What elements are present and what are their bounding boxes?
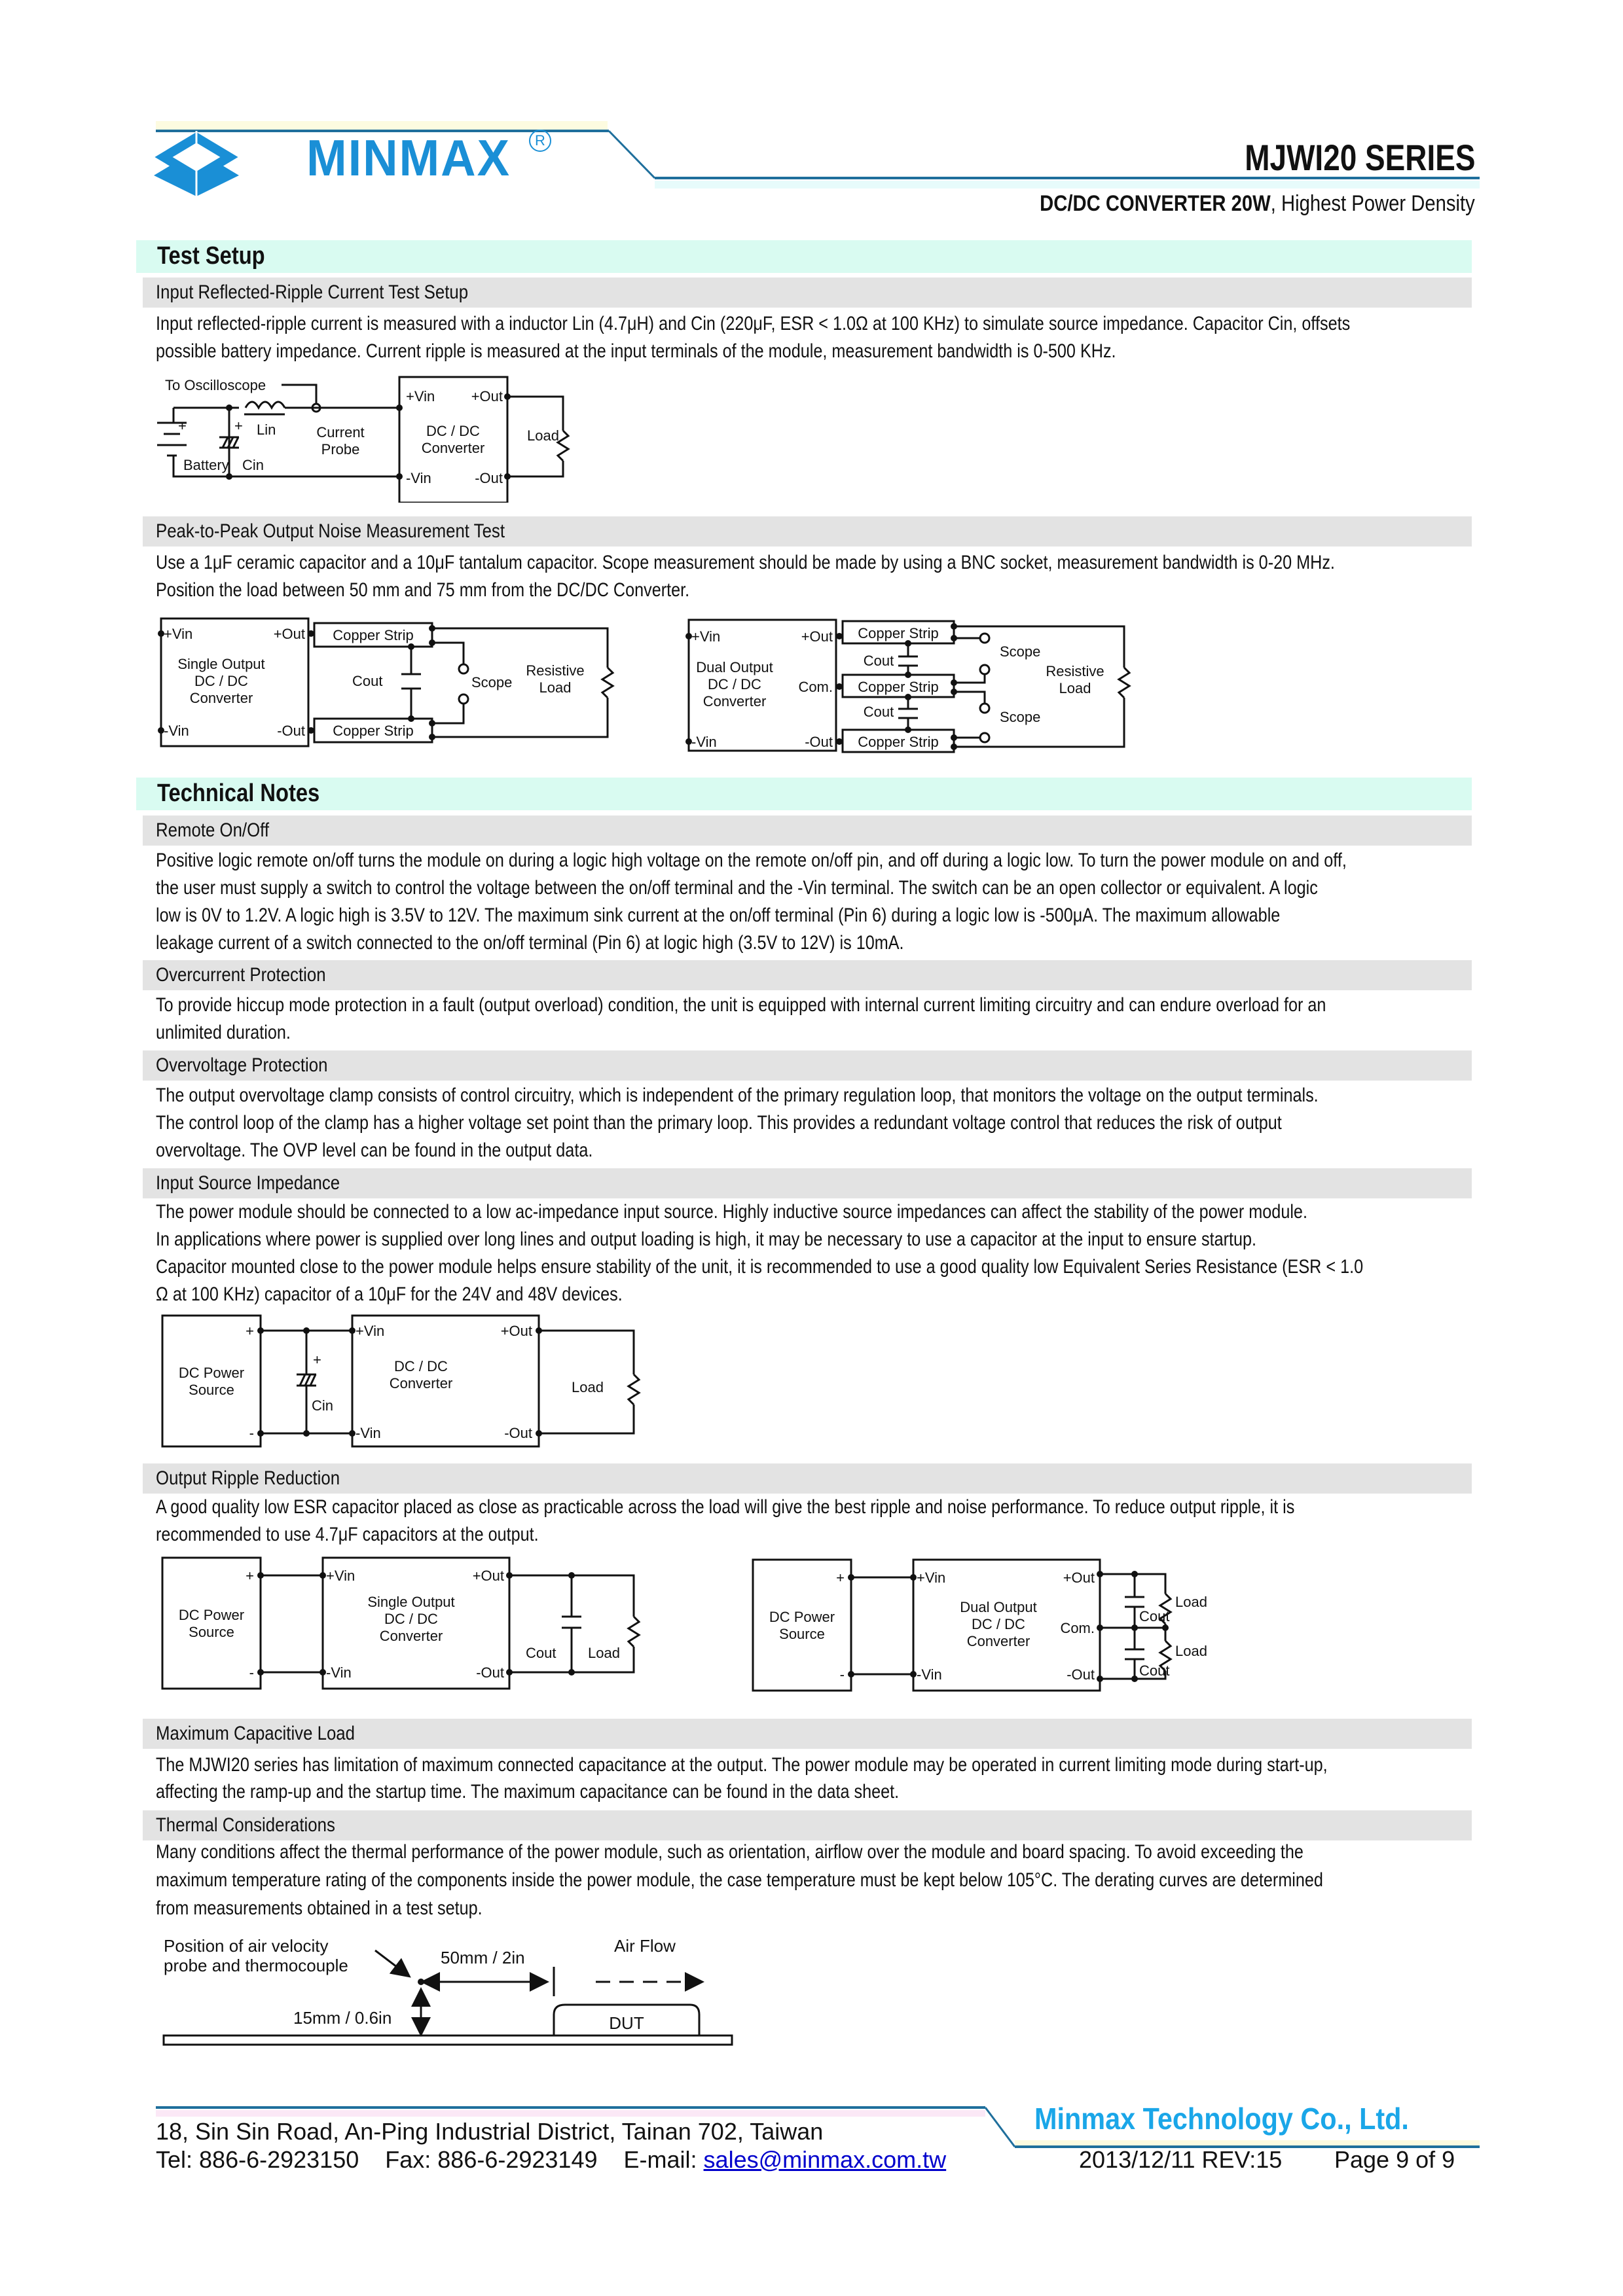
paragraph-line: recommended to use 4.7μF capacitors at the output. <box>156 1524 539 1545</box>
label-probe-position: Position of air velocity <box>164 1936 329 1956</box>
label-converter: DC / DC <box>194 673 248 689</box>
label-converter: Dual Output <box>960 1599 1037 1615</box>
label-air-flow: Air Flow <box>614 1936 676 1956</box>
label-battery: Battery <box>183 457 229 473</box>
label-converter: Dual Output <box>696 659 773 675</box>
paragraph-line: A good quality low ESR capacitor placed as close as practicable across the load will give the best ripple and noise performance. To reduce output ripple, it is <box>156 1496 1295 1518</box>
label-converter: DC / DC <box>708 676 761 692</box>
label-vin-minus: -Vin <box>406 470 431 486</box>
label-vin-plus: +Vin <box>164 626 193 642</box>
paragraph-line: possible battery impedance. Current ripple is measured at the input terminals of the module, measurement bandwidth is 0-500 KHz. <box>156 340 1116 362</box>
label-load: Load <box>1175 1594 1207 1610</box>
label-out-minus: -Out <box>1067 1666 1095 1683</box>
label-vin-plus: +Vin <box>406 388 435 404</box>
label-converter: Converter <box>702 693 767 709</box>
label-cout: Cout <box>1139 1662 1170 1679</box>
label-vin-minus: -Vin <box>356 1425 381 1441</box>
product-subtitle <box>1040 191 1475 217</box>
label-vin-plus: +Vin <box>691 628 721 645</box>
subsection-title-output-ripple: Output Ripple Reduction <box>156 1467 340 1489</box>
footer-company-name: Minmax Technology Co., Ltd. <box>1034 2102 1409 2136</box>
single-output-noise-diagram <box>149 615 621 759</box>
label-cout: Cout <box>1139 1608 1170 1624</box>
paragraph-line: Many conditions affect the thermal performance of the power module, such as orientation, airflow over the module and board spacing. To avoid exceeding the <box>156 1841 1304 1863</box>
label-probe-position: probe and thermocouple <box>164 1956 348 1975</box>
test-setup-header-bar <box>136 240 1472 273</box>
label-resistive: Resistive <box>1046 663 1104 679</box>
label-converter: Single Output <box>177 656 265 672</box>
subsection-title-overvoltage: Overvoltage Protection <box>156 1054 328 1076</box>
label-scope: Scope <box>1000 643 1041 660</box>
label-converter: Converter <box>189 690 253 706</box>
label-converter: Converter <box>389 1375 453 1391</box>
label-vin-minus: -Vin <box>691 734 717 750</box>
paragraph-line: low is 0V to 1.2V. A logic high is 3.5V to 12V. The maximum sink current at the on/off terminal (Pin 6) during a logic low is -500μA. The maximum allowable <box>156 905 1281 926</box>
subsection-title-input-source: Input Source Impedance <box>156 1172 340 1194</box>
minmax-logo-icon <box>154 131 239 196</box>
label-plus: + <box>246 1568 254 1584</box>
series-title: MJWI20 SERIES <box>1244 137 1475 178</box>
label-converter: Converter <box>966 1633 1030 1649</box>
label-dc-power: DC Power <box>178 1607 245 1623</box>
label-out-minus: -Out <box>805 734 833 750</box>
label-plus: + <box>178 418 187 434</box>
label-load: Load <box>539 679 572 696</box>
paragraph-line: leakage current of a switch connected to the on/off terminal (Pin 6) at logic high (3.5V to 12V) is 10mA. <box>156 932 904 954</box>
subtitle-rest: , Highest Power Density <box>1270 191 1475 216</box>
label-out-plus: +Out <box>273 626 305 642</box>
label-vin-plus: +Vin <box>917 1570 946 1586</box>
label-source: Source <box>779 1626 825 1642</box>
footer-email-link[interactable]: sales@minmax.com.tw <box>703 2146 947 2173</box>
paragraph-line: overvoltage. The OVP level can be found in the output data. <box>156 1139 593 1161</box>
paragraph-line: unlimited duration. <box>156 1022 291 1043</box>
label-out-plus: +Out <box>801 628 833 645</box>
paragraph-line: Input reflected-ripple current is measured with a inductor Lin (4.7μH) and Cin (220μF, ESR < 1.0Ω at 100 KHz) to simulate source impedance. Capacitor Cin, offsets <box>156 313 1351 334</box>
paragraph-line: In applications where power is supplied over long lines and output loading is high, it may be necessary to use a capacitor at the input to ensure startup. <box>156 1229 1257 1250</box>
overvoltage-header-bar <box>143 1050 1472 1081</box>
label-converter: Converter <box>379 1628 443 1644</box>
label-converter: DC / DC <box>972 1616 1025 1632</box>
thermal-test-setup-diagram <box>156 1931 745 2055</box>
footer-address: 18, Sin Sin Road, An-Ping Industrial District, Tainan 702, Taiwan <box>156 2118 824 2145</box>
label-converter: Converter <box>421 440 485 456</box>
input-ripple-circuit-diagram <box>151 372 609 503</box>
label-out-minus: -Out <box>277 723 305 739</box>
section-title-test-setup: Test Setup <box>157 242 265 270</box>
label-current: Current <box>316 424 365 440</box>
footer-contact <box>156 2146 946 2174</box>
label-minus: - <box>839 1666 845 1683</box>
paragraph-line: The output overvoltage clamp consists of control circuitry, which is independent of the primary regulation loop, that monitors the voltage on the output terminals. <box>156 1085 1319 1106</box>
label-to-oscilloscope: To Oscilloscope <box>165 377 266 393</box>
label-out-plus: +Out <box>471 388 503 404</box>
label-scope: Scope <box>1000 709 1041 725</box>
label-source: Source <box>189 1624 234 1640</box>
label-resistive: Resistive <box>526 662 585 679</box>
paragraph-line: Positive logic remote on/off turns the module on during a logic high voltage on the remote on/off pin, and off during a logic low. To turn the power module on and off, <box>156 850 1347 871</box>
subtitle-bold: DC/DC CONVERTER 20W <box>1040 191 1271 216</box>
label-load: Load <box>1059 680 1091 696</box>
label-load: Load <box>527 427 559 444</box>
label-copper-strip: Copper Strip <box>858 679 939 695</box>
label-out-minus: -Out <box>475 470 503 486</box>
paragraph-line: the user must supply a switch to control the voltage between the on/off terminal and the -Vin terminal. The switch can be an open collector or equivalent. A logic <box>156 877 1318 899</box>
label-out-plus: +Out <box>1063 1570 1095 1586</box>
label-plus: + <box>313 1352 321 1368</box>
label-distance: 50mm / 2in <box>441 1948 525 1967</box>
paragraph-line: maximum temperature rating of the components inside the power module, the case temperature must be kept below 105°C. The derating curves are determined <box>156 1869 1323 1891</box>
label-dc-power: DC Power <box>178 1365 245 1381</box>
label-minus: - <box>249 1425 254 1441</box>
footer-email-label: E-mail: <box>623 2146 697 2173</box>
label-com: Com. <box>798 679 833 695</box>
footer-revision: 2013/12/11 REV:15 <box>1079 2146 1283 2173</box>
label-load: Load <box>572 1379 604 1395</box>
subsection-title-input-ripple: Input Reflected-Ripple Current Test Setup <box>156 281 469 303</box>
subsection-title-overcurrent: Overcurrent Protection <box>156 964 326 986</box>
label-copper-strip: Copper Strip <box>858 734 939 750</box>
paragraph-line: affecting the ramp-up and the startup time. The maximum capacitance can be found in the data sheet. <box>156 1781 900 1803</box>
label-vin-minus: -Vin <box>326 1664 352 1681</box>
paragraph-line: The power module should be connected to a low ac-impedance input source. Highly inductive source impedances can affect the stability of the power module. <box>156 1201 1307 1223</box>
output-ripple-dual-diagram <box>746 1554 1283 1695</box>
label-cout: Cout <box>526 1645 556 1661</box>
label-load: Load <box>1175 1643 1207 1659</box>
paragraph-line: from measurements obtained in a test setup. <box>156 1897 483 1919</box>
footer-page-number: Page 9 of 9 <box>1334 2146 1455 2173</box>
label-plus: + <box>836 1570 845 1586</box>
output-ripple-header-bar <box>143 1463 1472 1494</box>
paragraph-line: The MJWI20 series has limitation of maximum connected capacitance at the output. The power module may be operated in current limiting mode during start-up, <box>156 1754 1328 1776</box>
dual-output-noise-diagram <box>682 612 1154 759</box>
subsection-title-max-cap: Maximum Capacitive Load <box>156 1723 355 1744</box>
paragraph-line: To provide hiccup mode protection in a fault (output overload) condition, the unit is equipped with internal current limiting circuitry and can endure overload for an <box>156 994 1326 1016</box>
footer-fax: Fax: 886-6-2923149 <box>385 2146 598 2173</box>
paragraph-line: The control loop of the clamp has a higher voltage set point than the primary loop. This provides a redundant voltage control that reduces the risk of output <box>156 1112 1282 1134</box>
label-copper-strip: Copper Strip <box>333 627 414 643</box>
label-out-plus: +Out <box>500 1323 532 1339</box>
paragraph-line: Position the load between 50 mm and 75 mm from the DC/DC Converter. <box>156 579 690 601</box>
label-converter: Single Output <box>367 1594 455 1610</box>
label-cout: Cout <box>352 673 383 689</box>
label-plus: + <box>234 418 243 434</box>
section-title-technical-notes: Technical Notes <box>157 780 320 807</box>
remote-header-bar <box>143 816 1472 846</box>
paragraph-line: Capacitor mounted close to the power module helps ensure stability of the unit, it is recommended to use a good quality low Equivalent Series Resistance (ESR < 1.0 <box>156 1256 1364 1278</box>
label-vin-minus: -Vin <box>917 1666 942 1683</box>
label-load: Load <box>588 1645 620 1661</box>
registered-mark: R <box>529 130 551 152</box>
output-ripple-single-diagram <box>156 1554 653 1695</box>
overcurrent-header-bar <box>143 960 1472 990</box>
label-probe: Probe <box>321 441 360 457</box>
subsection-title-thermal: Thermal Considerations <box>156 1814 335 1836</box>
label-copper-strip: Copper Strip <box>858 625 939 641</box>
label-out-plus: +Out <box>472 1568 504 1584</box>
label-scope: Scope <box>471 674 513 691</box>
subsection-title-peak-noise: Peak-to-Peak Output Noise Measurement Test <box>156 520 505 542</box>
label-converter: DC / DC <box>394 1358 448 1374</box>
label-cin: Cin <box>312 1397 334 1414</box>
footer-tel: Tel: 886-6-2923150 <box>156 2146 359 2173</box>
label-cout: Cout <box>863 704 894 720</box>
input-source-header-bar <box>143 1168 1472 1198</box>
paragraph-line: Ω at 100 KHz) capacitor of a 10μF for the 24V and 48V devices. <box>156 1283 623 1305</box>
label-out-minus: -Out <box>476 1664 504 1681</box>
logo-text: MINMAX <box>306 129 511 187</box>
label-out-minus: -Out <box>504 1425 532 1441</box>
label-cin: Cin <box>242 457 264 473</box>
paragraph-line: Use a 1μF ceramic capacitor and a 10μF tantalum capacitor. Scope measurement should be made by using a BNC socket, measurement bandwidth is 0-20 MHz. <box>156 552 1335 573</box>
input-source-circuit-diagram <box>156 1312 653 1453</box>
label-vin-plus: +Vin <box>326 1568 356 1584</box>
label-vin-plus: +Vin <box>356 1323 385 1339</box>
label-copper-strip: Copper Strip <box>333 723 414 739</box>
label-dut: DUT <box>609 2013 644 2033</box>
label-com: Com. <box>1060 1620 1095 1636</box>
label-lin: Lin <box>257 422 276 438</box>
label-converter: DC / DC <box>384 1611 438 1627</box>
label-dc-power: DC Power <box>769 1609 835 1625</box>
technical-notes-header-bar <box>136 778 1472 810</box>
thermal-header-bar <box>143 1810 1472 1840</box>
label-source: Source <box>189 1382 234 1398</box>
label-cout: Cout <box>863 653 894 669</box>
label-converter: DC / DC <box>426 423 480 439</box>
subsection-title-remote: Remote On/Off <box>156 819 270 841</box>
label-plus: + <box>246 1323 254 1339</box>
label-vin-minus: -Vin <box>164 723 189 739</box>
label-minus: - <box>249 1664 254 1681</box>
label-height: 15mm / 0.6in <box>293 2008 392 2028</box>
